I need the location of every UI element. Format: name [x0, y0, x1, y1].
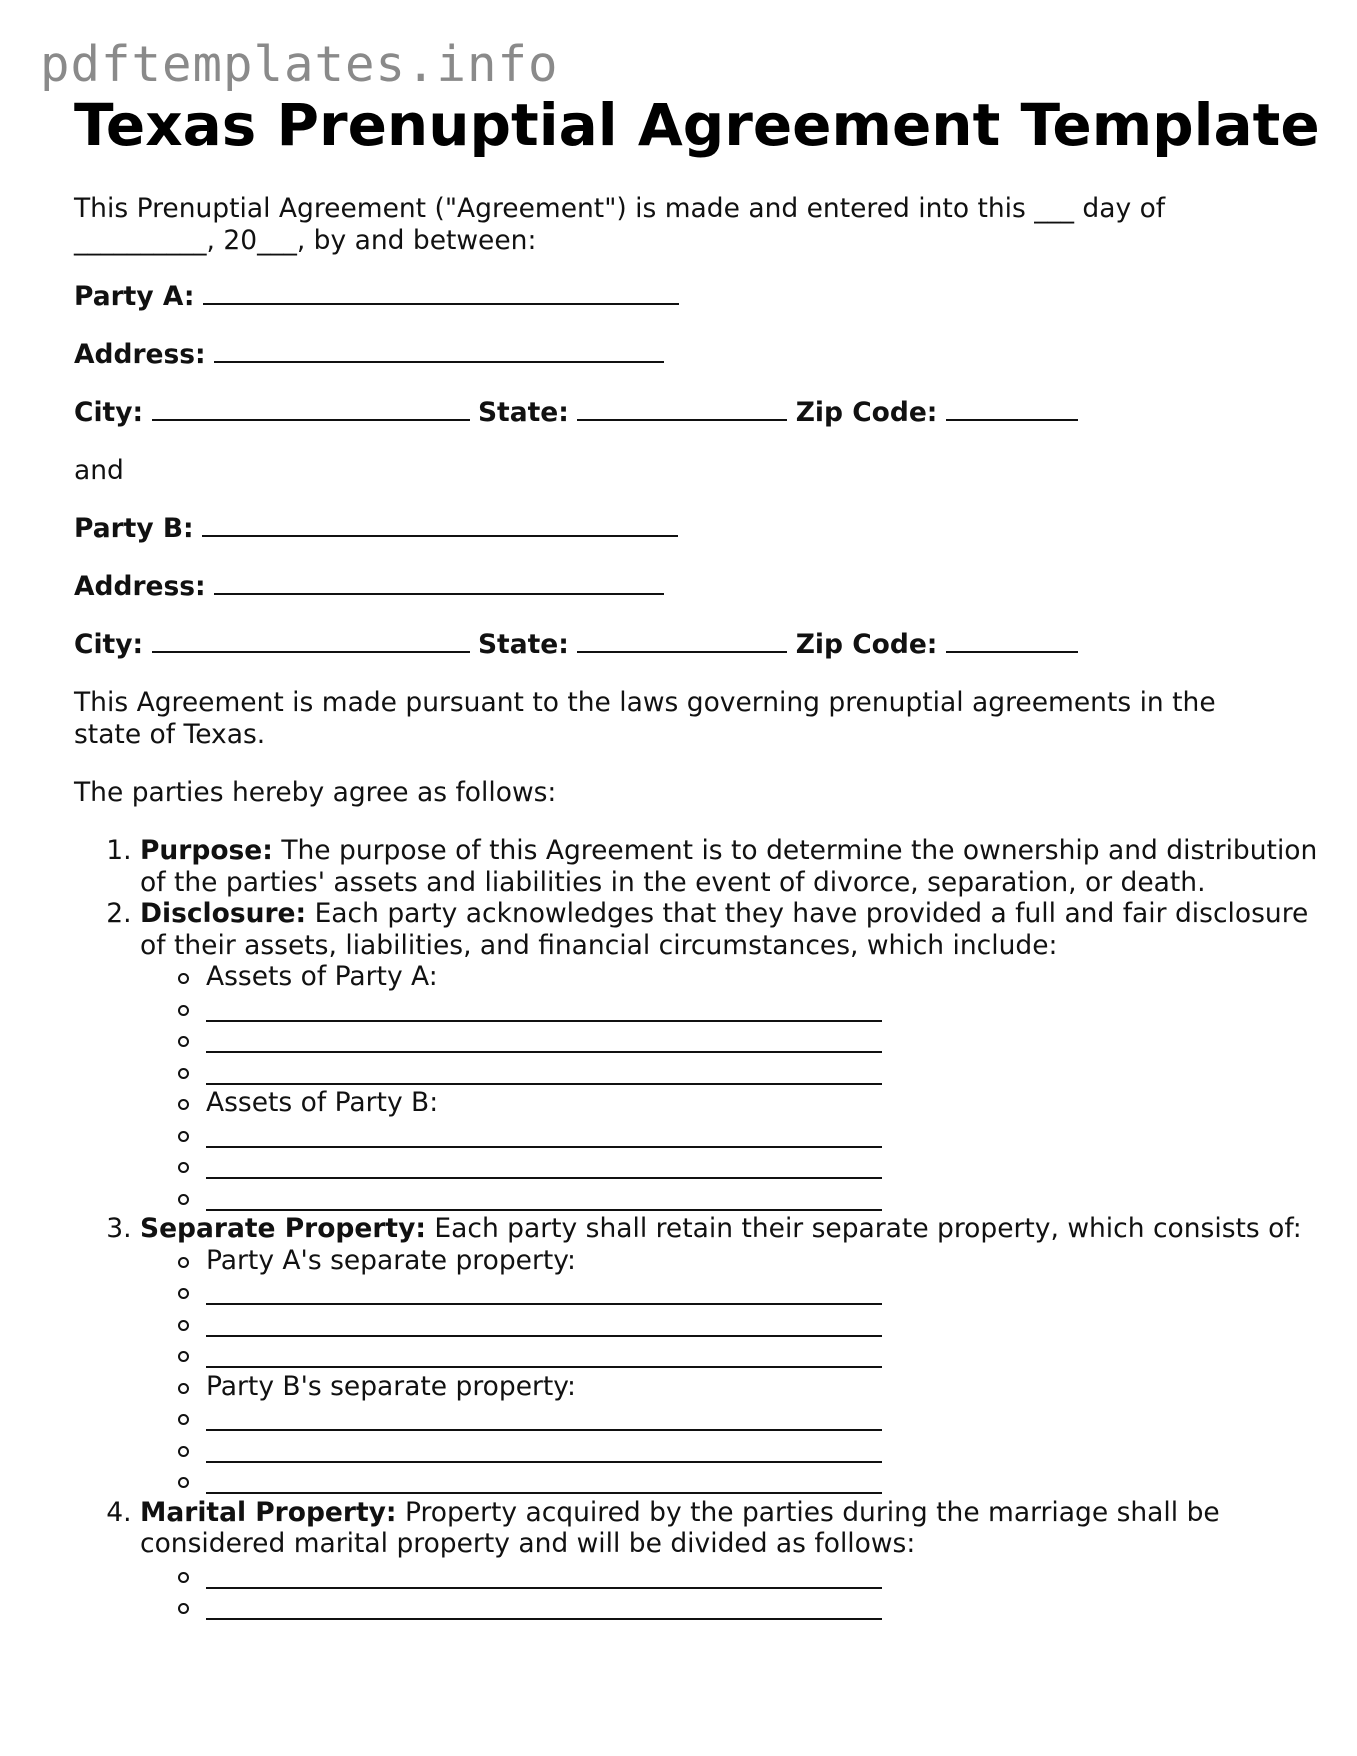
list-item — [206, 1308, 1340, 1340]
intro-line-1: This Prenuptial Agreement ("Agreement") is made and entered into this ___ day of — [74, 193, 1166, 224]
blank-line-field[interactable] — [206, 1434, 882, 1463]
party-b-name-row — [74, 513, 678, 545]
list-item — [206, 1182, 1340, 1214]
agree-intro: The parties hereby agree as follows: — [74, 777, 557, 808]
party-a-zip-field[interactable] — [946, 397, 1078, 421]
terms-list — [74, 835, 1340, 1623]
blank-line-field[interactable] — [206, 1591, 882, 1620]
blank-line-field[interactable] — [206, 1560, 882, 1589]
party-a-address-row — [74, 339, 664, 371]
party-b-state-field[interactable] — [577, 629, 787, 653]
party-a-label: Party A: — [74, 281, 195, 312]
term-text: The purpose of this Agreement is to determine the ownership and distribution of the parties' assets and liabilities in the event of divorce, separation, or death. — [140, 835, 1318, 898]
blank-line-field[interactable] — [206, 1056, 882, 1085]
list-item: Party B's separate property: — [206, 1371, 1340, 1403]
list-item — [206, 993, 1340, 1025]
party-b-address-field[interactable] — [214, 571, 664, 595]
blank-line-field[interactable] — [206, 1024, 882, 1053]
list-item — [206, 1465, 1340, 1497]
term-heading: Marital Property: — [140, 1496, 397, 1528]
blank-line-field[interactable] — [206, 1119, 882, 1148]
party-a-address-field[interactable] — [214, 339, 664, 363]
and-connector: and — [74, 455, 124, 486]
party-b-name-field[interactable] — [202, 513, 678, 537]
term-purpose — [140, 835, 1340, 898]
party-a-location-row — [74, 397, 1078, 429]
list-item: Assets of Party A: — [206, 961, 1340, 993]
separate-property-sublist — [140, 1245, 1340, 1497]
blank-line-field[interactable] — [206, 1308, 882, 1337]
blank-line-field[interactable] — [206, 1339, 882, 1368]
list-item — [206, 1402, 1340, 1434]
blank-line-field[interactable] — [206, 1150, 882, 1179]
party-b-city-field[interactable] — [152, 629, 470, 653]
party-b-location-row — [74, 629, 1078, 661]
party-a-city-label: City: — [74, 397, 144, 428]
party-b-city-label: City: — [74, 629, 144, 660]
term-heading: Disclosure: — [140, 898, 307, 929]
party-a-city-field[interactable] — [152, 397, 470, 421]
term-separate-property — [140, 1213, 1340, 1497]
term-heading: Purpose: — [140, 835, 273, 866]
party-b-zip-label: Zip Code: — [795, 629, 938, 660]
list-item — [206, 1119, 1340, 1151]
party-a-address-label: Address: — [74, 339, 206, 370]
blank-line-field[interactable] — [206, 993, 882, 1022]
blank-line-field[interactable] — [206, 1402, 882, 1431]
list-item — [206, 1339, 1340, 1371]
party-b-zip-field[interactable] — [946, 629, 1078, 653]
term-marital-property — [140, 1497, 1340, 1623]
party-b-state-label: State: — [477, 629, 569, 660]
list-item — [206, 1434, 1340, 1466]
blank-line-field[interactable] — [206, 1465, 882, 1494]
party-a-name-field[interactable] — [203, 281, 679, 305]
party-b-address-label: Address: — [74, 571, 206, 602]
list-item — [206, 1591, 1340, 1623]
watermark: pdftemplates.info — [40, 36, 559, 93]
party-a-state-field[interactable] — [577, 397, 787, 421]
list-item — [206, 1056, 1340, 1088]
list-item — [206, 1150, 1340, 1182]
blank-line-field[interactable] — [206, 1182, 882, 1211]
list-item — [206, 1276, 1340, 1308]
party-a-name-row — [74, 281, 679, 313]
marital-property-sublist — [140, 1560, 1340, 1623]
party-a-zip-label: Zip Code: — [795, 397, 938, 428]
party-b-label: Party B: — [74, 513, 194, 544]
list-item: Party A's separate property: — [206, 1245, 1340, 1277]
term-heading: Separate Property: — [140, 1213, 426, 1244]
term-text: Each party shall retain their separate property, which consists of: — [425, 1213, 1302, 1244]
term-text: Each party acknowledges that they have provided a full and fair disclosure of their assets, liabilities, and financial circumstances, which include: — [140, 898, 1309, 961]
disclosure-sublist — [140, 961, 1340, 1213]
list-item: Assets of Party B: — [206, 1087, 1340, 1119]
party-b-address-row — [74, 571, 664, 603]
list-item — [206, 1024, 1340, 1056]
term-text: Property acquired by the parties during the marriage shall be considered marital property and will be divided as follows: — [140, 1496, 1220, 1559]
party-a-state-label: State: — [477, 397, 569, 428]
governing-law-paragraph: This Agreement is made pursuant to the laws governing prenuptial agreements in the state of Texas. — [74, 687, 1216, 750]
intro-line-2: __________, 20___, by and between: — [74, 224, 537, 256]
list-item — [206, 1560, 1340, 1592]
intro-paragraph — [74, 193, 1284, 256]
blank-line-field[interactable] — [206, 1276, 882, 1305]
term-disclosure — [140, 898, 1340, 1213]
page-title: Texas Prenuptial Agreement Template — [74, 91, 1320, 159]
